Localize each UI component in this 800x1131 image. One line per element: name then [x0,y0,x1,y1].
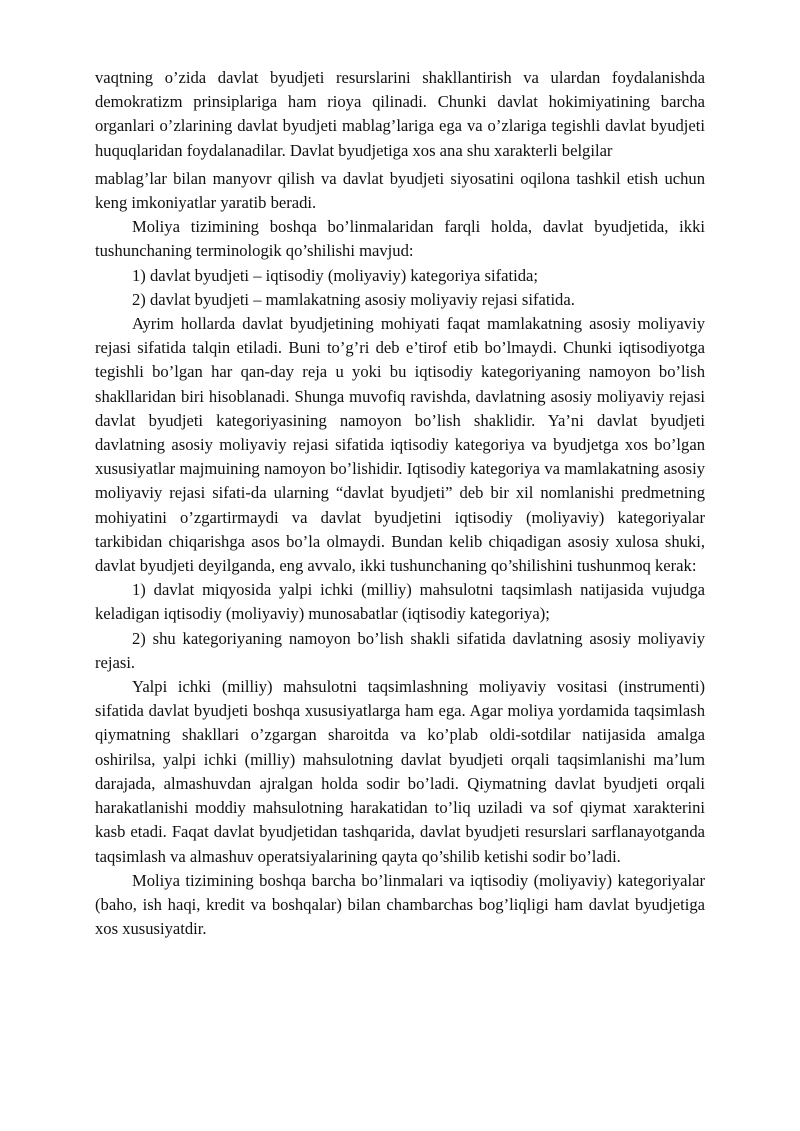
paragraph-5: Yalpi ichki (milliy) mahsulotni taqsimlashning moliyaviy vositasi (instrumenti) sifatida davlat byudjeti boshqa xususiyatlarga ham ega. Agar moliya yordamida taqsimlash qiymatning shakllari o’zgargan sharoitda va ko’plab oldi-sotdilar natijasida amalga oshirilsa, yalpi ichki (milliy) mahsulotning davlat byudjeti orqali taqsimlanishi ma’lum darajada, almashuvdan ajralgan holda sodir bo’ladi. Qiymatning davlat byudjeti orqali harakatlanishi moddiy mahsulotning harakatidan to’liq uziladi va sof qiymat xarakterini kasb etadi. Faqat davlat byudjetidan tashqarida, davlat byudjeti resurslari sarflanayotganda taqsimlash va almashuv operatsiyalarining qayta qo’shilib ketishi sodir bo’ladi. [95,677,705,866]
paragraph-1: vaqtning o’zida davlat byudjeti resurslarini shakllantirish va ulardan foydalanishda demokratizm prinsiplariga ham rioya qilinadi. Chunki davlat hokimiyatining barcha organlari o’zlarining davlat byudjeti mablag’lariga ega va o’zlariga tegishli davlat byudjeti huquqlaridan foydalanadilar. Davlat byudjetiga xos ana shu xarakterli belgilar [95,68,705,160]
list-item-1: 1) davlat byudjeti – iqtisodiy (moliyaviy) kategoriya sifatida; [132,265,538,285]
list-item-4: 2) shu kategoriyaning namoyon bo’lish shakli sifatida davlatning asosiy moliyaviy rejasi. [95,628,705,672]
document-page [95,66,705,941]
list-item-2: 2) davlat byudjeti – mamlakatning asosiy moliyaviy rejasi sifatida. [132,289,575,309]
list-item-3: 1) davlat miqyosida yalpi ichki (milliy) mahsulotni taqsimlash natijasida vujudga keladigan iqtisodiy (moliyaviy) munosabatlar (iqtisodiy kategoriya); [95,580,705,624]
paragraph-6: Moliya tizimining boshqa barcha bo’linmalari va iqtisodiy (moliyaviy) kategoriyalar (baho, ish haqi, kredit va boshqalar) bilan chambarchas bog’liqligi ham davlat byudjetiga xos xususiyatdir. [95,870,705,939]
paragraph-4: Ayrim hollarda davlat byudjetining mohiyati faqat mamlakatning asosiy moliyaviy rejasi sifatida talqin etiladi. Buni to’g’ri deb e’tirof etib bo’lmaydi. Chunki iqtisodiyotga tegishli bo’lgan har qan-day reja u yoki bu iqtisodiy kategoriyaning namoyon bo’lish shakllaridan biri hisoblanadi. Shunga muvofiq ravishda, davlatning asosiy moliyaviy rejasi davlat byudjeti kategoriyasining namoyon bo’lish shaklidir. Ya’ni davlat byudjeti davlatning asosiy moliyaviy rejasi sifatida iqtisodiy kategoriya va byudjetga xos bo’lgan xususiyatlar majmuining namoyon bo’lishidir. Iqtisodiy kategoriya va mamlakatning asosiy moliyaviy rejasi sifati-da ularning “davlat byudjeti” deb bir xil nomlanishi predmetning mohiyatini o’zgartirmaydi va davlat byudjetini iqtisodiy (moliyaviy) kategoriyalar tarkibidan chiqarishga asos bo’la olmaydi. Bundan kelib chiqadigan asosiy xulosa shuki, davlat byudjeti deyilganda, eng avvalo, ikki tushunchaning qo’shilishini tushunmoq kerak: [95,314,705,576]
paragraph-3: Moliya tizimining boshqa bo’linmalaridan farqli holda, davlat byudjetida, ikki tushunchaning terminologik qo’shilishi mavjud: [95,217,705,261]
paragraph-2: mablag’lar bilan manyovr qilish va davlat byudjeti siyosatini oqilona tashkil etish uchun keng imkoniyatlar yaratib beradi. [95,168,705,213]
